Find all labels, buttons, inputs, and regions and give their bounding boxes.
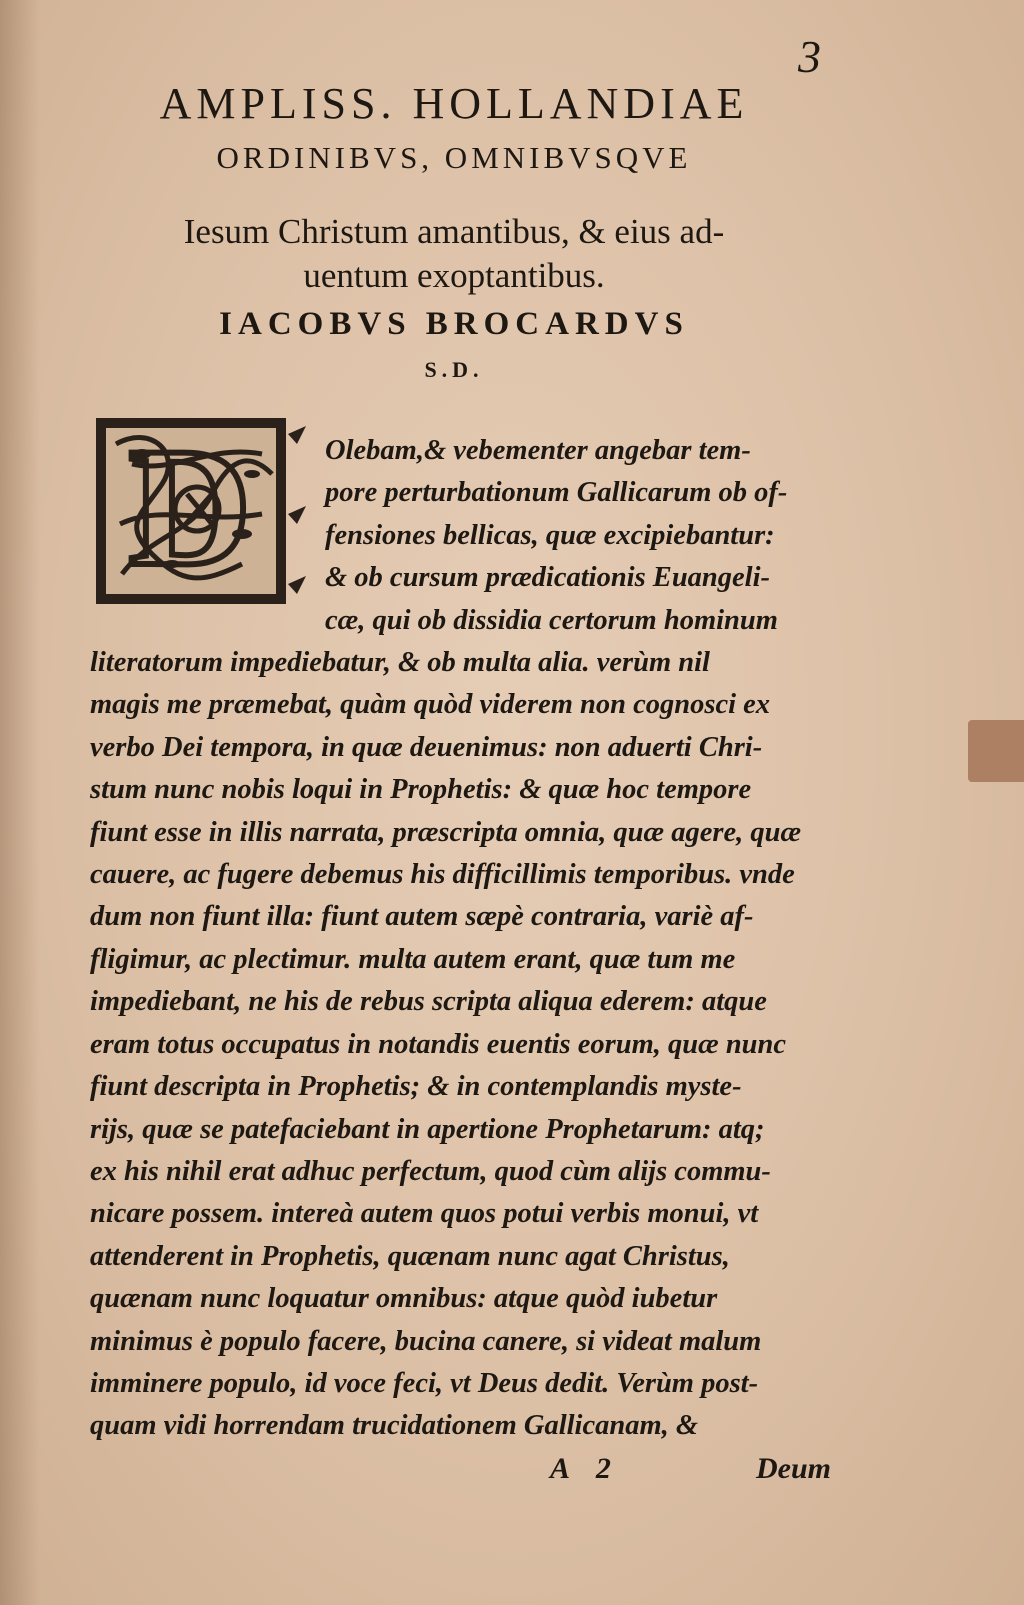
body-line: cauere, ac fugere debemus his difficillimis temporibus. vnde	[90, 859, 795, 891]
body-line: imminere populo, id voce feci, vt Deus dedit. Verùm post-	[90, 1367, 759, 1399]
body-line: eram totus occupatus in notandis euentis eorum, quæ nunc	[90, 1028, 787, 1060]
catchword: Deum	[756, 1452, 831, 1485]
body-line: attenderent in Prophetis, quænam nunc agat Christus,	[90, 1240, 730, 1272]
body-line: ex his nihil erat adhuc perfectum, quod cùm alijs commu-	[90, 1155, 771, 1187]
body-line: fiunt descripta in Prophetis; & in contemplandis myste-	[90, 1071, 742, 1103]
page-number: 3	[798, 31, 821, 82]
body-line: impediebant, ne his de rebus scripta aliqua ederem: atque	[90, 986, 767, 1018]
body-line: cæ, qui ob dissidia certorum hominum	[325, 604, 778, 636]
page-tab-marker	[968, 720, 1024, 782]
dedication	[84, 210, 824, 298]
body-line: nicare possem. intereà autem quos potui verbis monui, vt	[90, 1198, 759, 1230]
body-line: fligimur, ac plectimur. multa autem erant, quæ tum me	[90, 943, 736, 975]
salutation: S.D.	[424, 357, 484, 382]
body-line: fiunt esse in illis narrata, præscripta omnia, quæ agere, quæ	[90, 816, 802, 848]
dedication-line-1: Iesum Christum amantibus, & eius ad-	[183, 212, 725, 251]
drop-cap-letter: D	[128, 414, 252, 601]
body-line: quam vidi horrendam trucidationem Gallicanam, &	[90, 1410, 699, 1442]
body-text	[90, 430, 830, 1448]
body-line: magis me præmebat, quàm quòd viderem non cognosci ex	[90, 689, 771, 721]
heading-line-2: ORDINIBVS, OMNIBVSQVE	[216, 140, 692, 175]
body-line: literatorum impediebatur, & ob multa alia. verùm nil	[90, 647, 710, 679]
body-line: quænam nunc loquatur omnibus: atque quòd iubetur	[90, 1283, 718, 1315]
body-line: rijs, quæ se patefaciebant in apertione Prophetarum: atq;	[90, 1113, 765, 1145]
body-line: Olebam,& vebementer angebar tem-	[325, 435, 751, 466]
body-line: fensiones bellicas, quæ excipiebantur:	[325, 519, 775, 551]
body-line: pore perturbationum Gallicarum ob of-	[325, 477, 788, 509]
body-line: verbo Dei tempora, in quæ deuenimus: non aduerti Chri-	[90, 731, 763, 763]
dedication-line-2: uentum exoptantibus.	[303, 256, 605, 295]
author-name: IACOBVS BROCARDVS	[219, 306, 689, 342]
body-line: minimus è populo facere, bucina canere, si videat malum	[90, 1325, 762, 1357]
signature-mark: A 2	[550, 1452, 621, 1485]
body-line: dum non fiunt illa: fiunt autem sæpè contraria, variè af-	[90, 901, 754, 933]
heading-line-1: AMPLISS. HOLLANDIAE	[159, 79, 749, 128]
body-line: stum nunc nobis loqui in Prophetis: & quæ hoc tempore	[90, 774, 752, 806]
body-line: & ob cursum prædicationis Euangeli-	[325, 562, 770, 594]
